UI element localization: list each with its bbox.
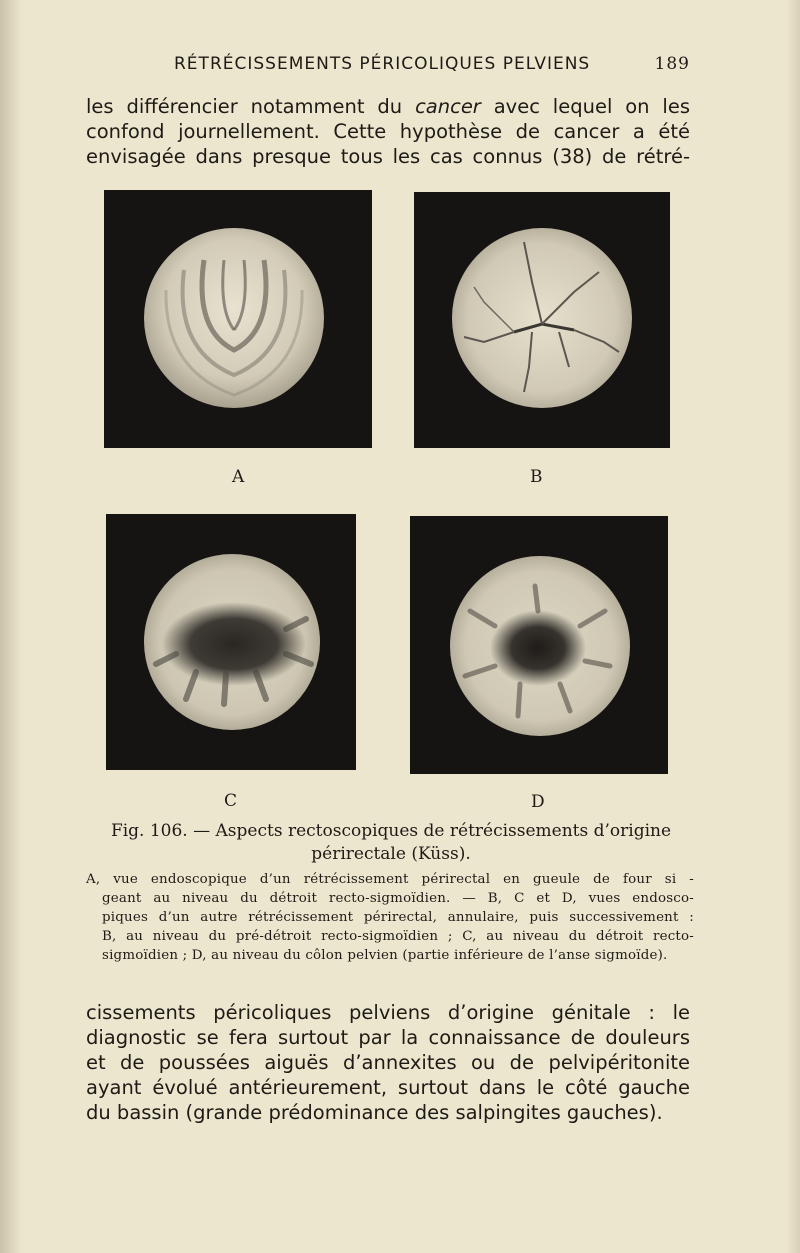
text-line: les différencier notamment du cancer avec lequel on les bbox=[86, 95, 691, 118]
emphasis: cancer bbox=[415, 95, 481, 118]
page-number: 189 bbox=[654, 54, 690, 74]
text-line: envisagée dans presque tous les cas connus (38) de rétré- bbox=[86, 145, 690, 168]
text-line: et de poussées aiguës d’annexites ou de pelvipéritonite bbox=[86, 1051, 690, 1074]
caption-line: A, vue endoscopique d’un rétrécissement périrectal en gueule de four si - bbox=[86, 872, 694, 887]
text-line: ayant évolué antérieurement, surtout dans le côté gauche bbox=[86, 1076, 690, 1099]
caption-line: sigmoïdien ; D, au niveau du côlon pelvien (partie inférieure de l’anse sigmoïde). bbox=[102, 948, 668, 963]
caption-line: geant au niveau du détroit recto-sigmoïdien. — B, C et D, vues endosco- bbox=[102, 891, 694, 906]
figure-caption-title bbox=[86, 820, 696, 866]
caption-line: piques d’un autre rétrécissement périrectal, annulaire, puis successivement : bbox=[102, 910, 694, 925]
caption-title-line: Fig. 106. — Aspects rectoscopiques de rétrécissements d’origine bbox=[110, 821, 672, 841]
endoscopic-view-c bbox=[106, 514, 356, 770]
caption-title-line: périrectale (Küss). bbox=[311, 844, 471, 864]
figure-panel-a bbox=[104, 190, 372, 448]
caption-line: B, au niveau du pré-détroit recto-sigmoïdien ; C, au niveau du détroit recto- bbox=[102, 929, 694, 944]
figure-caption-body bbox=[86, 870, 694, 965]
text-line: du bassin (grande prédominance des salpingites gauches). bbox=[86, 1101, 663, 1124]
figure-panel-c bbox=[106, 514, 356, 770]
running-head bbox=[174, 54, 694, 78]
bottom-paragraph bbox=[86, 1000, 690, 1125]
text-line: confond journellement. Cette hypothèse de cancer a été bbox=[86, 120, 690, 143]
top-paragraph bbox=[86, 94, 690, 169]
panel-letter-d: D bbox=[531, 792, 545, 812]
figure-panel-d bbox=[410, 516, 668, 774]
running-head-title: RÉTRÉCISSEMENTS PÉRICOLIQUES PELVIENS bbox=[174, 54, 591, 74]
panel-letter-c: C bbox=[224, 791, 238, 811]
page-edge-shadow bbox=[786, 0, 800, 1253]
panel-letter-b: B bbox=[530, 467, 543, 487]
text-line: cissements péricoliques pelviens d’origine génitale : le bbox=[86, 1001, 690, 1024]
figure-panel-b bbox=[414, 192, 670, 448]
endoscopic-view-b bbox=[414, 192, 670, 448]
text-line: diagnostic se fera surtout par la connaissance de douleurs bbox=[86, 1026, 690, 1049]
page-binding-shadow bbox=[0, 0, 22, 1253]
endoscopic-view-d bbox=[410, 516, 668, 774]
endoscopic-view-a bbox=[104, 190, 372, 448]
panel-letter-a: A bbox=[232, 467, 245, 487]
